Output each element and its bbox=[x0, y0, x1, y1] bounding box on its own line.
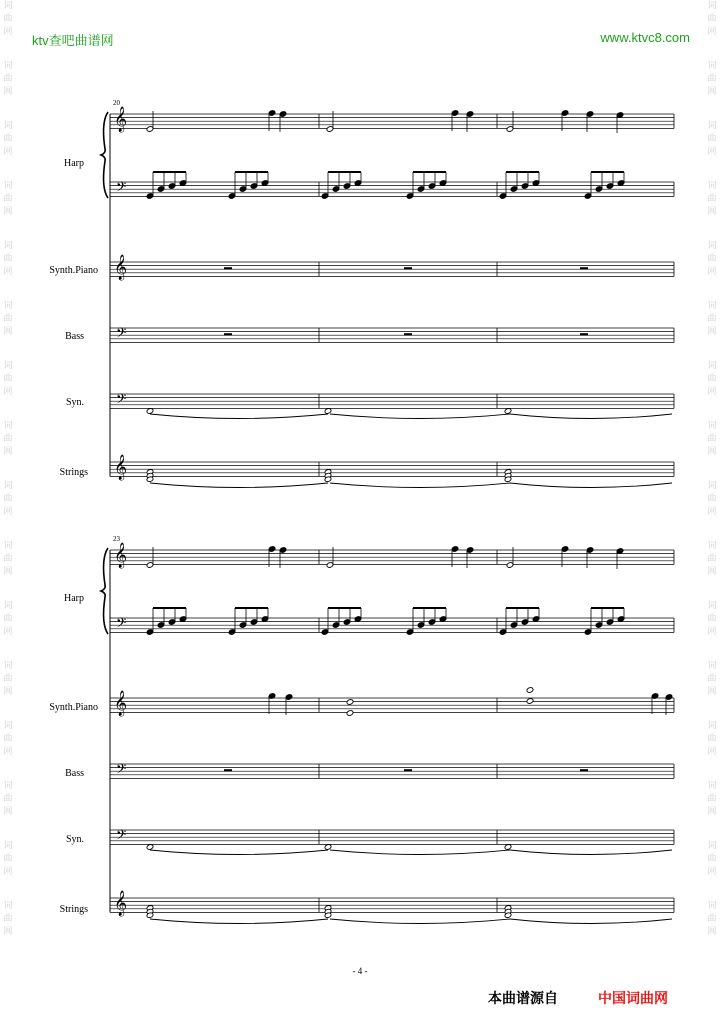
watermark-glyph-group: 词 曲 网 bbox=[3, 421, 13, 457]
watermark-glyph-group: 词 曲 网 bbox=[707, 781, 717, 817]
watermark-glyph-group: 词 曲 网 bbox=[707, 241, 717, 277]
watermark-glyph-group: 词 曲 网 bbox=[707, 61, 717, 97]
watermark-glyph-group: 词 曲 网 bbox=[707, 661, 717, 697]
synth-piano-chord-notehead bbox=[346, 710, 354, 717]
strings-tie bbox=[150, 483, 328, 488]
instrument-label-harp-1: Harp bbox=[64, 158, 84, 169]
bass-bass-clef: 𝄢 bbox=[116, 761, 127, 780]
watermark-glyph-group: 词 曲 网 bbox=[707, 841, 717, 877]
watermark-glyph-group: 词 曲 网 bbox=[3, 301, 13, 337]
instrument-label-synth-piano-1: Synth.Piano bbox=[49, 265, 98, 276]
watermark-glyph-group: 词 曲 网 bbox=[707, 481, 717, 517]
instrument-label-syn-1: Syn. bbox=[65, 397, 84, 408]
strings-tie bbox=[150, 919, 328, 924]
instrument-label-strings-1: Strings bbox=[59, 467, 88, 478]
synth-piano-whole-rest bbox=[224, 267, 232, 269]
watermark-glyph-group: 词 曲 网 bbox=[3, 1, 13, 37]
watermark-glyph-group: 词 曲 网 bbox=[707, 121, 717, 157]
watermark-glyph-group: 词 曲 网 bbox=[707, 541, 717, 577]
strings-tie bbox=[510, 919, 672, 924]
instrument-label-syn-2: Syn. bbox=[65, 834, 84, 845]
syn-tie bbox=[510, 414, 672, 419]
instrument-label-bass-2: Bass bbox=[65, 768, 84, 779]
watermark-glyph-group: 词 曲 网 bbox=[3, 481, 13, 517]
watermark-glyph-group: 词 曲 网 bbox=[707, 421, 717, 457]
harp-bass-bass-clef: 𝄢 bbox=[116, 179, 127, 198]
strings-treble-clef: 𝄞 bbox=[114, 455, 128, 480]
measure-number-system-1: 20 bbox=[113, 99, 120, 107]
instrument-label-harp-2: Harp bbox=[64, 593, 84, 604]
synth-piano-chord-notehead bbox=[346, 699, 354, 706]
header-site-url[interactable]: www.ktvc8.com bbox=[600, 30, 690, 45]
syn-tie bbox=[330, 850, 510, 855]
watermark-glyph-group: 词 曲 网 bbox=[707, 301, 717, 337]
synth-piano-chord-notehead bbox=[526, 687, 534, 694]
syn-bass-clef: 𝄢 bbox=[116, 827, 127, 846]
watermark-glyph-group: 词 曲 网 bbox=[3, 361, 13, 397]
bass-whole-rest bbox=[224, 333, 232, 335]
watermark-glyph-group: 词 曲 网 bbox=[3, 121, 13, 157]
watermark-glyph-group: 词 曲 网 bbox=[707, 181, 717, 217]
synth-piano-treble-clef: 𝄞 bbox=[114, 255, 128, 280]
strings-tie bbox=[330, 919, 510, 924]
instrument-label-strings-2: Strings bbox=[59, 904, 88, 915]
harp-bass-bass-clef: 𝄢 bbox=[116, 615, 127, 634]
instrument-label-bass-1: Bass bbox=[65, 331, 84, 342]
bass-whole-rest bbox=[404, 333, 412, 335]
measure-number-system-2: 23 bbox=[113, 535, 120, 543]
watermark-glyph-group: 词 曲 网 bbox=[3, 721, 13, 757]
bass-whole-rest bbox=[404, 769, 412, 771]
synth-piano-whole-rest bbox=[580, 267, 588, 269]
bass-whole-rest bbox=[224, 769, 232, 771]
bass-bass-clef: 𝄢 bbox=[116, 325, 127, 344]
syn-bass-clef: 𝄢 bbox=[116, 391, 127, 410]
watermark-glyph-group: 词 曲 网 bbox=[3, 541, 13, 577]
bass-whole-rest bbox=[580, 333, 588, 335]
watermark-glyph-group: 词 曲 网 bbox=[3, 241, 13, 277]
synth-piano-chord-notehead bbox=[526, 698, 534, 705]
header-site-name[interactable]: ktv查吧曲谱网 bbox=[32, 33, 114, 48]
watermark-glyph-group: 词 曲 网 bbox=[3, 61, 13, 97]
strings-tie bbox=[510, 483, 672, 488]
harp-treble-treble-clef: 𝄞 bbox=[114, 107, 128, 132]
watermark-glyph-group: 词 曲 网 bbox=[3, 841, 13, 877]
instrument-label-synth-piano-2: Synth.Piano bbox=[49, 702, 98, 713]
watermark-glyph-group: 词 曲 网 bbox=[707, 601, 717, 637]
watermark-glyph-group: 词 曲 网 bbox=[707, 721, 717, 757]
syn-tie bbox=[510, 850, 672, 855]
strings-treble-clef: 𝄞 bbox=[114, 891, 128, 916]
page-number: - 4 - bbox=[352, 966, 368, 976]
syn-tie bbox=[330, 414, 510, 419]
synth-piano-treble-clef: 𝄞 bbox=[114, 691, 128, 716]
syn-tie bbox=[150, 850, 328, 855]
harp-treble-treble-clef: 𝄞 bbox=[114, 543, 128, 568]
harp-brace bbox=[101, 112, 108, 198]
bass-whole-rest bbox=[580, 769, 588, 771]
watermark-glyph-group: 词 曲 网 bbox=[3, 781, 13, 817]
watermark-glyph-group: 词 曲 网 bbox=[3, 901, 13, 937]
watermark-glyph-group: 词 曲 网 bbox=[3, 181, 13, 217]
syn-tie bbox=[150, 414, 328, 419]
watermark-glyph-group: 词 曲 网 bbox=[3, 661, 13, 697]
watermark-glyph-group: 词 曲 网 bbox=[707, 901, 717, 937]
harp-brace bbox=[101, 548, 108, 634]
footer-source-site[interactable]: 中国词曲网 bbox=[598, 991, 668, 1007]
strings-tie bbox=[330, 483, 510, 488]
watermark-glyph-group: 词 曲 网 bbox=[707, 1, 717, 37]
synth-piano-whole-rest bbox=[404, 267, 412, 269]
watermark-glyph-group: 词 曲 网 bbox=[3, 601, 13, 637]
footer-source-label: 本曲谱源自 bbox=[488, 991, 558, 1007]
watermark-glyph-group: 词 曲 网 bbox=[707, 361, 717, 397]
